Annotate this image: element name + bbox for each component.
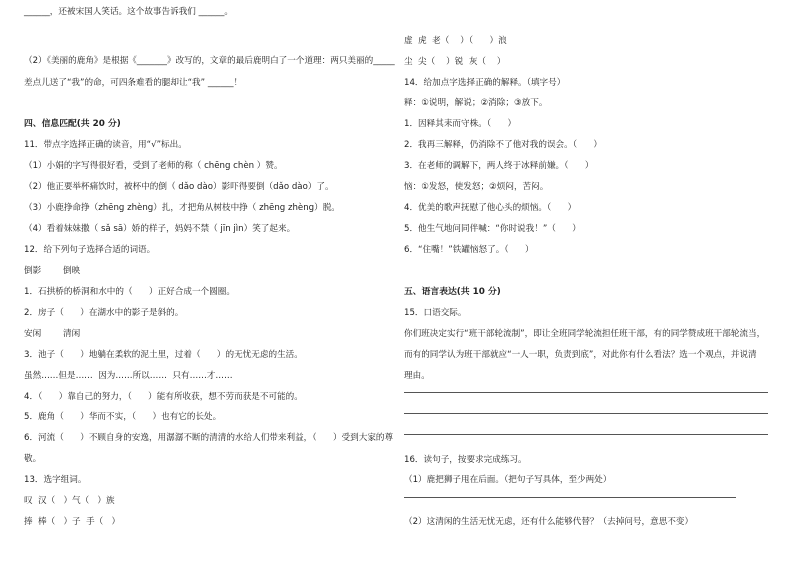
text-line: 5．鹿角（ ）华而不实，（ ）也有它的长处。 <box>24 412 222 422</box>
text-line: （2）这清闲的生活无忧无虑，还有什么能够代替？（去掉问号，意思不变） <box>404 517 694 527</box>
text-line: （2）《美丽的鹿角》是根据《_______》改写的，文章的最后鹿明白了一个道理：两只美丽的_____ <box>24 56 395 66</box>
text-line: 6．河流（ ）不顾自身的安逸，用潺潺不断的清清的水给人们带来利益，（ ）受到大家的尊 <box>24 433 394 443</box>
text-line: 敬。 <box>24 454 42 464</box>
text-line: 6．“住嘴！”铁罐恼怒了。（ ） <box>404 245 534 255</box>
text-line: 14．给加点字选择正确的解释。（填字号） <box>404 78 566 88</box>
text-line: 13．选字组词。 <box>24 475 87 485</box>
text-line: 叹 汉（ ）气（ ）族 <box>24 496 115 506</box>
answer-line <box>404 392 768 393</box>
text-line: 恼：①发怒，使发怒；②烦闷，苦闷。 <box>404 182 549 192</box>
text-line: （3）小鹿挣命挣（zhēng zhèng）扎，才把角从树枝中挣（ zhēng zhèng）脱。 <box>24 203 340 213</box>
section-heading: 四、信息匹配(共 20 分) <box>24 119 121 129</box>
text-line: 3．池子（ ）地躺在柔软的泥土里，过着（ ）的无忧无虑的生活。 <box>24 350 303 360</box>
text-line: 5．他生气地问同伴喊：“你时说我！”（ ） <box>404 224 581 234</box>
text-line: （4）看着妹妹撒（ sǎ sā）娇的样子，妈妈不禁（ jīn jìn）笑了起来。 <box>24 224 296 234</box>
text-line: 1．因释其耒而守株。（ ） <box>404 119 517 129</box>
text-line: 而有的同学认为班干部就应“一人一职，负责到底”，对此你有什么看法？选一个观点，并说清 <box>404 350 757 360</box>
text-line: （1）鹿把狮子甩在后面。（把句子写具体，至少两处） <box>404 475 612 485</box>
text-line: 虽然……但是…… 因为……所以…… 只有……才…… <box>24 371 233 381</box>
text-line: 1．石拱桥的桥洞和水中的（ ）正好合成一个圆圈。 <box>24 287 235 297</box>
text-line: 3．在老师的调解下，两人终于冰释前嫌。（ ） <box>404 161 594 171</box>
text-line: （2）他正要举杯痛饮时，被杯中的倒（ dǎo dào）影吓得要倒（dǎo dào）了。 <box>24 182 334 192</box>
text-line: 12．给下列句子选择合适的词语。 <box>24 245 156 255</box>
text-line: （1）小娟的字写得很好看，受到了老师的称（ chēng chèn ）赞。 <box>24 161 283 171</box>
text-line: 你们班决定实行“班干部轮流制”，即让全班同学轮流担任班干部，有的同学赞成班干部轮流当， <box>404 329 766 339</box>
text-line: 安闲 清闲 <box>24 329 81 339</box>
section-heading: 五、语言表达(共 10 分) <box>404 287 501 297</box>
text-line: 差点儿送了“我”的命，可四条难看的腿却让“我” ______！ <box>24 78 243 88</box>
answer-line <box>404 497 736 498</box>
text-line: 虚 虎 老（ ）（ ）浪 <box>404 36 507 46</box>
answer-line <box>404 434 768 435</box>
text-line: 倒影 倒映 <box>24 266 81 276</box>
text-line: 捧 棒（ ）子 手（ ） <box>24 517 121 527</box>
text-line: 2．房子（ ）在湖水中的影子是斜的。 <box>24 308 184 318</box>
text-line: 释：①说明，解说；②消除；③放下。 <box>404 98 548 108</box>
text-line: 4．（ ）靠自己的努力，（ ）能有所收获，想不劳而获是不可能的。 <box>24 392 303 402</box>
answer-line <box>404 413 768 414</box>
text-line: 理由。 <box>404 371 430 381</box>
text-line: 11．带点字选择正确的读音，用“√”标出。 <box>24 140 187 150</box>
text-line: 15．口语交际。 <box>404 308 467 318</box>
text-line: ______，还被宋国人笑话。这个故事告诉我们 ______。 <box>24 7 233 17</box>
text-line: 2．我再三解释，仍消除不了他对我的误会。（ ） <box>404 140 603 150</box>
text-line: 4．优美的歌声抚慰了他心头的烦恼。（ ） <box>404 203 577 213</box>
text-line: 尘 尖（ ）锐 灰（ ） <box>404 57 506 67</box>
text-line: 16．读句子，按要求完成练习。 <box>404 455 527 465</box>
